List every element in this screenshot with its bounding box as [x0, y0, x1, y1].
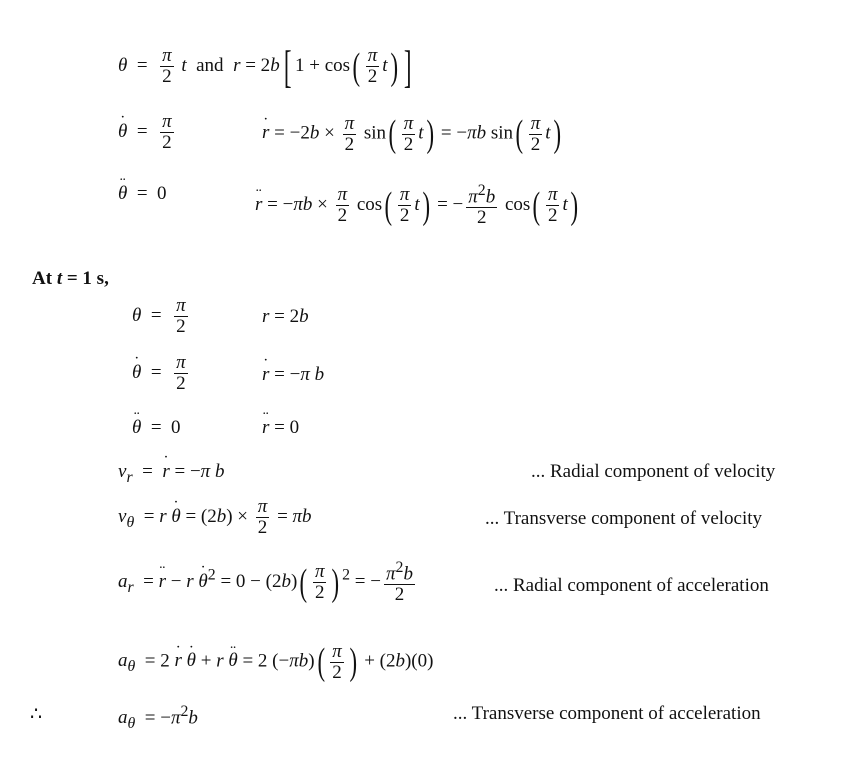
- equation-theta-dot: θ ˙ = $\frac{\pi}{2}$: [118, 112, 177, 153]
- label-transverse-velocity: ... Transverse component of velocity: [485, 508, 763, 529]
- equation-a-r: $a_r = r$ ¨ − r θ ˙$^2$ = 0 − (2b)( $\frac{\pi}{2}$ ) $^2$ = − $\frac{\pi^2b}{2}$: [118, 560, 418, 605]
- value-r-dot: r ˙ = −π b: [262, 364, 324, 386]
- value-r: r = 2b: [262, 306, 309, 327]
- section-at-t1: At t = 1 s,: [32, 268, 109, 289]
- equation-theta-ddot: θ ¨ = 0: [118, 183, 167, 205]
- value-theta: θ = $\frac{\pi}{2}$: [132, 295, 186, 337]
- equation-theta-r: θ = $\frac{\pi}{2}$ t and r = 2b[ 1 + cos( $\frac{\pi}{2}$ t) ]: [118, 41, 412, 92]
- therefore-symbol: ∴: [30, 704, 43, 725]
- equation-r-dot: r ˙ = −2b × $\frac{\pi}{2}$ sin( $\frac{\pi}{2}$ t) = −πb sin( $\frac{\pi}{2}$ t): [262, 112, 563, 156]
- equation-v-r: $v_r = r$ ˙ = −π b: [118, 461, 224, 487]
- equation-r-ddot: r ¨ = −πb × $\frac{\pi}{2}$ cos( $\frac{\pi}{2}$ t) = − $\frac{\pi^2b}{2}$ cos( $\frac{\pi}{2}$ t): [255, 183, 580, 228]
- and-word: and: [196, 54, 224, 76]
- label-radial-acceleration: ... Radial component of acceleration: [494, 575, 769, 596]
- equation-a-theta: $a_\theta = 2$ r ˙ θ ˙ + r θ ¨ = 2 (−πb)( $\frac{\pi}{2}$ ) + (2b)(0): [118, 640, 433, 684]
- value-theta-dot: θ ˙ = $\frac{\pi}{2}$: [132, 353, 191, 394]
- label-transverse-acceleration: ... Transverse component of acceleration: [453, 703, 761, 724]
- label-radial-velocity: ... Radial component of velocity: [531, 461, 776, 482]
- equation-a-theta-final: $a_\theta = -\pi^2b$: [118, 703, 198, 733]
- value-theta-ddot: θ ¨ = 0: [132, 417, 181, 439]
- equation-v-theta: $v_\theta = r$ θ ˙ = (2b) × $\frac{\pi}{2}$ = πb: [118, 497, 312, 538]
- value-r-ddot: r ¨ = 0: [262, 417, 299, 439]
